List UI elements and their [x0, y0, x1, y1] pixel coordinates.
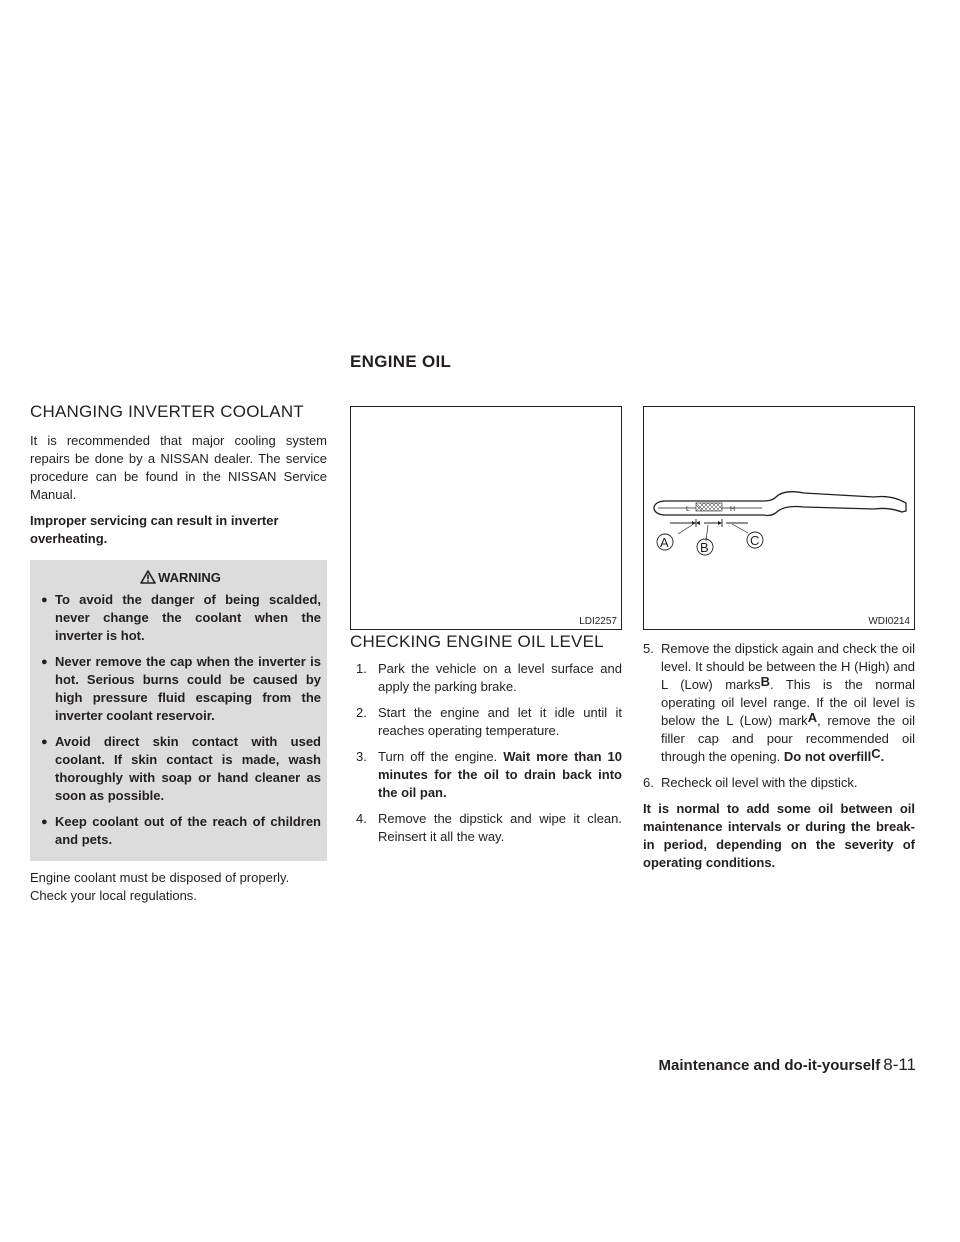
warning-title — [40, 570, 321, 585]
figure-code: WDI0214 — [868, 616, 910, 627]
step-text: Remove the dipstick and wipe it clean. Reinsert it all the way. — [378, 811, 622, 844]
warning-box — [30, 560, 327, 861]
dipstick-illustration — [644, 407, 914, 629]
page-footer — [659, 1055, 916, 1075]
step-item — [350, 704, 622, 740]
step-bold-text: Do not overfill — [783, 749, 872, 764]
bullet-icon: ● — [41, 594, 48, 606]
step-bold-text: Wait more than 10 minutes for the oil to drain back into the oil pan. — [378, 749, 622, 800]
step-number: 5. — [643, 641, 654, 656]
warning-title-text: WARNING — [158, 570, 221, 585]
step-text: Turn off the engine. — [378, 749, 504, 764]
warning-triangle-icon — [140, 570, 156, 584]
warning-item — [40, 733, 321, 805]
step-number: 3. — [356, 749, 367, 764]
step-number: 2. — [356, 705, 367, 720]
figure-code: LDI2257 — [579, 616, 617, 627]
warning-item-text: Avoid direct skin contact with used coolant. If skin contact is made, wash thoroughly with soap or hand cleaner as soon as possible. — [55, 734, 321, 803]
step-text-group — [661, 640, 915, 766]
step-item — [350, 810, 622, 846]
step-bold-end: . — [880, 749, 885, 764]
oil-check-steps — [350, 660, 622, 846]
figure-dipstick — [643, 406, 915, 630]
inverter-intro: It is recommended that major cooling system repairs be done by a NISSAN dealer. The service procedure can be found in the NISSAN Service Manual. — [30, 433, 327, 502]
oil-check-steps-cont — [643, 640, 915, 792]
step-text: , remove the oil filler cap and pour recommended oil through the opening. — [661, 713, 915, 764]
callout-a: A — [660, 535, 669, 550]
warning-item-text: To avoid the danger of being scalded, never change the coolant when the inverter is hot. — [55, 592, 321, 643]
inverter-coolant-heading: CHANGING INVERTER COOLANT — [30, 402, 304, 421]
step-item — [350, 748, 622, 802]
dipstick-mark-h: H — [730, 506, 736, 513]
bullet-icon: ● — [41, 656, 48, 668]
warning-item-text: Keep coolant out of the reach of children and pets. — [55, 814, 321, 847]
figure-ldi2257 — [350, 406, 622, 630]
step-text: Remove the dipstick again and check the oil level. It should be between the H (High) and L (Low) marks — [661, 641, 915, 692]
inverter-coolant-section — [30, 402, 327, 913]
bullet-icon: ● — [41, 736, 48, 748]
step-number: 6. — [643, 775, 654, 790]
warning-item — [40, 653, 321, 725]
step-text: . This is the normal operating oil level range. If the oil level is below the L (Low) mark — [661, 677, 915, 728]
inverter-caution: Improper servicing can result in inverter overheating. — [30, 513, 279, 546]
dipstick-mark-l: L — [686, 506, 690, 513]
page-number: 8-11 — [883, 1055, 916, 1074]
mark-b-symbol: B — [760, 674, 770, 689]
step-text-group — [378, 748, 622, 802]
warning-item — [40, 813, 321, 849]
callout-b: B — [700, 540, 709, 555]
step-item — [643, 640, 915, 766]
bullet-icon: ● — [41, 816, 48, 828]
step-text: Start the engine and let it idle until it reaches operating temperature. — [378, 705, 622, 738]
coolant-disposal-note: Engine coolant must be disposed of properly. Check your local regulations. — [30, 870, 290, 903]
warning-item-text: Never remove the cap when the inverter is hot. Serious burns could be caused by high pressure fluid escaping from the inverter coolant reservoir. — [55, 654, 321, 723]
oil-addition-note: It is normal to add some oil between oil maintenance intervals or during the break-in period, depending on the severity of operating conditions. — [643, 801, 915, 870]
warning-item — [40, 591, 321, 645]
mark-a-symbol: A — [807, 710, 818, 725]
step-item — [643, 774, 915, 792]
footer-section-title: Maintenance and do-it-yourself — [658, 1057, 881, 1074]
step-text: Park the vehicle on a level surface and apply the parking brake. — [378, 661, 622, 694]
step-text: Recheck oil level with the dipstick. — [661, 775, 858, 790]
oil-level-continued — [643, 640, 915, 880]
step-number: 4. — [356, 811, 367, 826]
mark-c-symbol: C — [871, 746, 881, 761]
checking-oil-heading: CHECKING ENGINE OIL LEVEL — [350, 632, 604, 651]
callout-c: C — [750, 533, 760, 548]
step-item — [350, 660, 622, 696]
section-heading: ENGINE OIL — [350, 352, 452, 371]
step-number: 1. — [356, 661, 367, 676]
checking-oil-section — [350, 632, 622, 854]
